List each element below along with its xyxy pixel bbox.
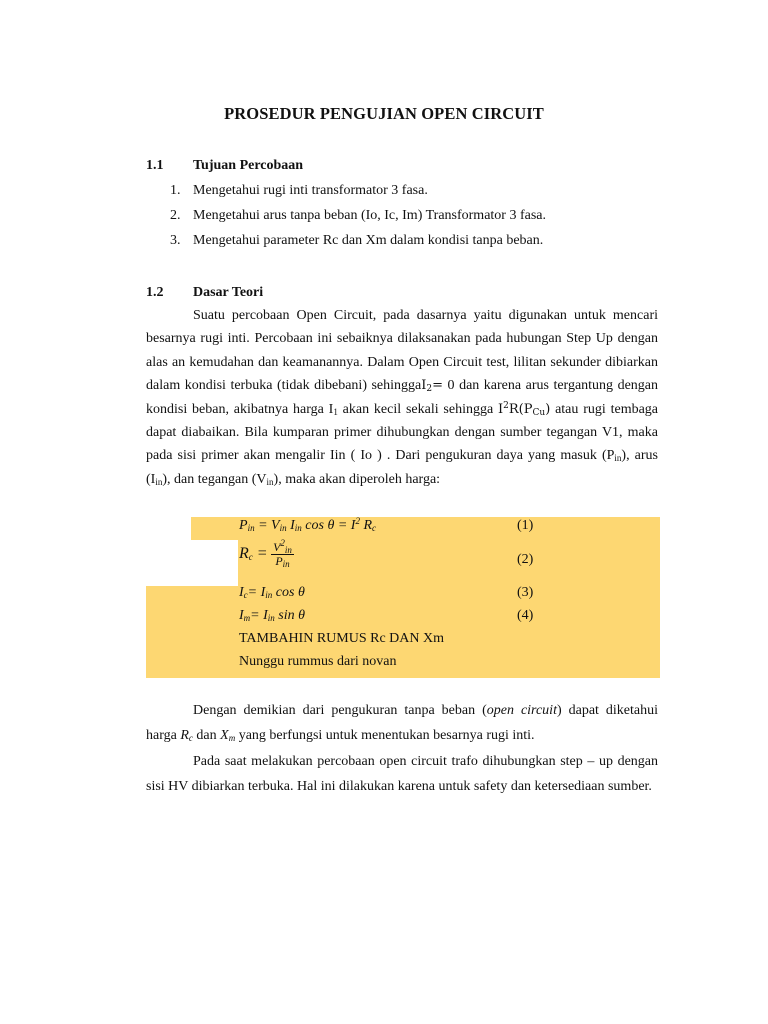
section-number: 1.1 xyxy=(146,158,164,173)
section-heading: Dasar Teori xyxy=(193,285,264,300)
equation-1: $P_{in} = V_{in}$ $I_{in}$ $\cos \theta = I^2$ $R_c$ xyxy=(239,516,376,533)
list-item xyxy=(170,183,670,199)
equation-2: $R_c$ = $\frac{V^2_{in}}{P_{in}}$ xyxy=(239,538,292,569)
section-number: 1.2 xyxy=(146,285,164,300)
list-text: Mengetahui parameter Rc dan Xm dalam kondisi tanpa beban. xyxy=(193,233,544,248)
equation-number: (4) xyxy=(517,608,534,623)
list-item xyxy=(170,208,670,224)
equation-number: (1) xyxy=(517,518,534,533)
equation-number: (3) xyxy=(517,585,534,600)
document-title: PROSEDUR PENGUJIAN OPEN CIRCUIT xyxy=(224,104,544,123)
equation-4: $I_m= I_{in}$ sin θ xyxy=(239,608,306,623)
formula-note: TAMBAHIN RUMUS Rc DAN Xm xyxy=(239,631,444,646)
formula-note: Nunggu rummus dari novan xyxy=(239,654,397,669)
equation-3: $I_c= I_{in}$ cos θ xyxy=(239,585,305,600)
theory-paragraph: Suatu percobaan Open Circuit, pada dasarnya yaitu digunakan untuk mencari besarnya rugi inti. Percobaan ini sebaiknya dilaksanakan pada hubungan Step Up dengan alas an kemudahan dan keamanannya. Dalam Open Circuit test, lilitan sekunder dibiarkan dalam kondisi terbuka (tidak dibebani) sehinggaI$_2$= 0 dan karena arus tergantung dengan kondisi beban, akibatnya harga $I_1$ akan kecil sekali sehingga $I^2R(P_{Cu})$ atau rugi tembaga dapat diabaikan. Bila kumparan primer dihubungkan dengan sumber tegangan V1, maka pada sisi primer akan mengalir Iin ( Io ) . Dari pengukuran daya yang masuk $(P_{in})$, arus $(I_{in})$, dan tegangan $(V_{in})$, maka akan diperoleh harga: xyxy=(146,308,659,487)
list-item xyxy=(170,233,670,249)
conclusion-paragraph: Dengan demikian dari pengukuran tanpa beban (open circuit) dapat diketahui harga $R_c$ dan $X_m$ yang berfungsi untuk menentukan besarnya rugi inti. xyxy=(146,703,658,743)
highlight-band xyxy=(238,540,660,586)
procedure-paragraph: Pada saat melakukan percobaan open circuit trafo dihubungkan step – up dengan sisi HV dibiarkan terbuka. Hal ini dilakukan karena untuk safety dan ketersediaan sumber. xyxy=(146,754,658,794)
list-number: 2. xyxy=(170,208,181,223)
equation-number: (2) xyxy=(517,552,534,567)
list-text: Mengetahui rugi inti transformator 3 fasa. xyxy=(193,183,428,198)
section-heading: Tujuan Percobaan xyxy=(193,158,304,173)
fraction: $\frac{V^2_{in}}{P_{in}}$ xyxy=(273,538,292,569)
list-number: 3. xyxy=(170,233,181,248)
list-number: 1. xyxy=(170,183,181,198)
list-text: Mengetahui arus tanpa beban (Io, Ic, Im) Transformator 3 fasa. xyxy=(193,208,547,223)
